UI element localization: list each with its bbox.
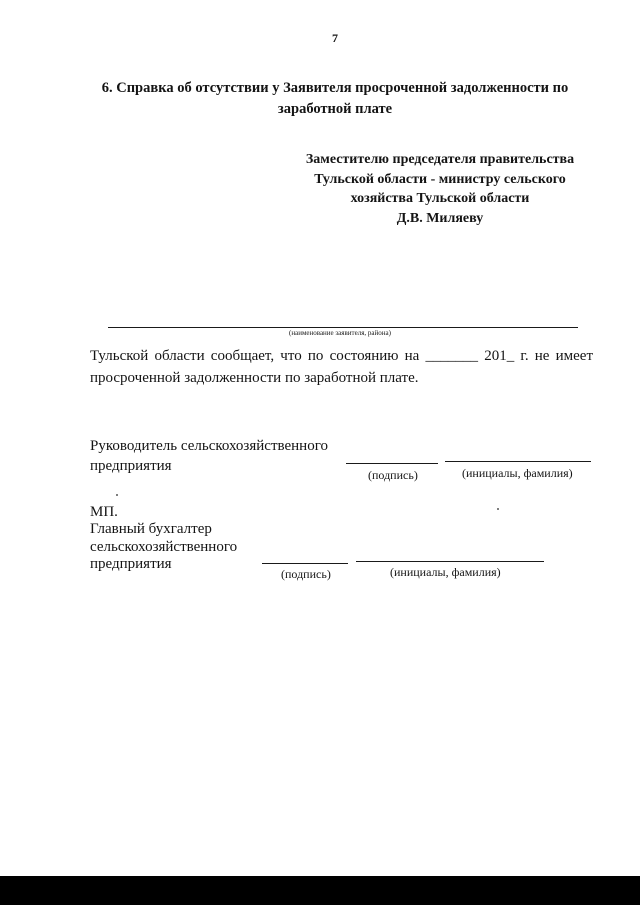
section-title-line-2: заработной плате (277, 101, 393, 117)
addressee-line-4: Д.В. Миляеву (396, 210, 484, 226)
scan-speck (116, 494, 118, 496)
section-title-line-1: 6. Справка об отсутствии у Заявителя просроченной задолженности по (101, 80, 569, 96)
applicant-name-caption: (наименование заявителя, района) (289, 329, 391, 337)
accountant-signature-line (262, 563, 348, 564)
stamp-label: МП. (90, 504, 118, 520)
addressee-line-2: Тульской области - министру сельского (314, 171, 566, 187)
accountant-initials-caption: (инициалы, фамилия) (390, 565, 501, 579)
statement-line-1: Тульской области сообщает, что по состоянию на _______ 201_ г. не имеет (90, 348, 593, 364)
head-initials-line (445, 461, 591, 462)
section-title (70, 78, 600, 120)
accountant-role-line-3: предприятия (90, 556, 172, 572)
head-signature-line (346, 463, 438, 464)
accountant-signature-caption: (подпись) (281, 567, 331, 581)
head-role-line-2: предприятия (90, 458, 172, 474)
accountant-initials-line (356, 561, 544, 562)
addressee-line-1: Заместителю председателя правительства (305, 152, 575, 167)
head-role-line-1: Руководитель сельскохозяйственного (90, 438, 328, 454)
addressee-block (282, 150, 598, 228)
accountant-role-line-1: Главный бухгалтер (90, 521, 212, 537)
scan-speck (497, 508, 499, 510)
page-number: 7 (332, 31, 338, 45)
statement-line-2: просроченной задолженности по заработной плате. (90, 370, 419, 386)
addressee-line-3: хозяйства Тульской области (350, 191, 530, 206)
applicant-name-line (108, 327, 578, 328)
head-signature-caption: (подпись) (368, 468, 418, 482)
accountant-role-line-2: сельскохозяйственного (90, 539, 238, 555)
scan-border-bottom (0, 876, 640, 905)
head-initials-caption: (инициалы, фамилия) (462, 466, 573, 480)
